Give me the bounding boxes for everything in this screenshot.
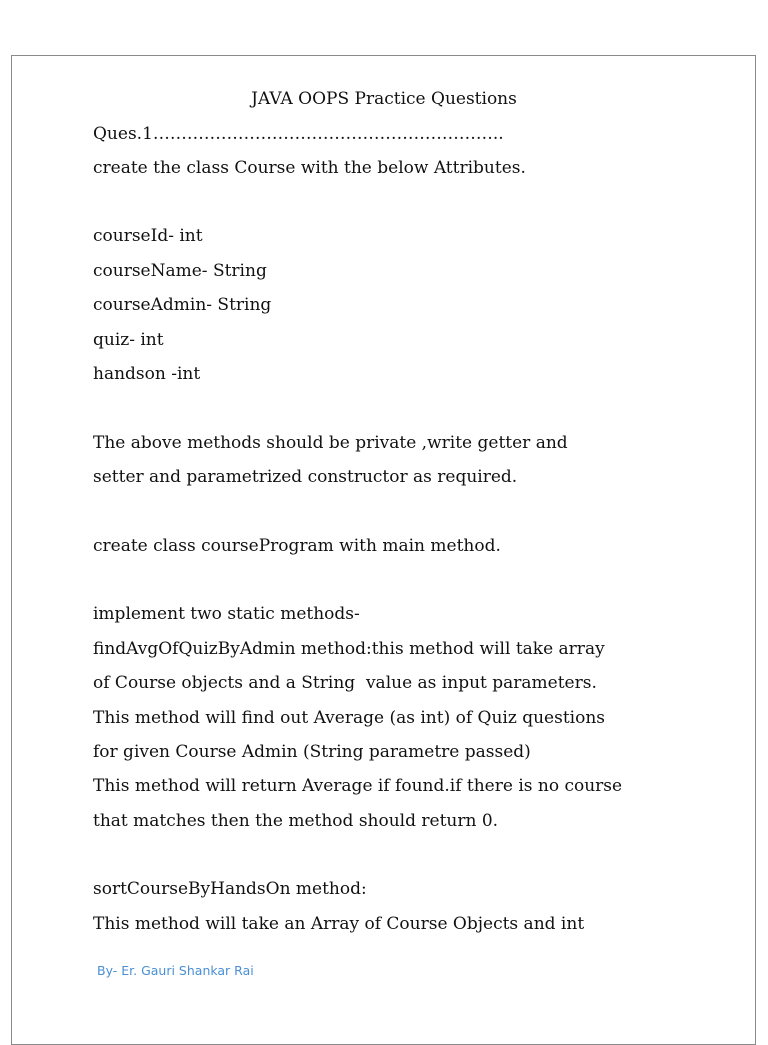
body-line: This method will return Average if found.if there is no course — [93, 776, 623, 796]
body-line: implement two static methods- — [93, 604, 360, 624]
body-line: findAvgOfQuizByAdmin method:this method will take array — [93, 639, 605, 659]
attribute-line: quiz- int — [93, 330, 164, 350]
body-line: of Course objects and a String value as input parameters. — [93, 673, 597, 693]
body-line: sortCourseByHandsOn method: — [93, 879, 367, 899]
body-line: that matches then the method should return 0. — [93, 811, 499, 831]
body-line: The above methods should be private ,write getter and — [93, 433, 568, 453]
attribute-line: courseId- int — [93, 226, 203, 246]
body-line: create class courseProgram with main method. — [93, 536, 501, 556]
attribute-line: handson -int — [93, 364, 201, 384]
document-title: JAVA OOPS Practice Questions — [251, 89, 517, 109]
body-line: This method will find out Average (as int) of Quiz questions — [93, 708, 606, 728]
body-line: for given Course Admin (String parametre passed) — [93, 742, 531, 762]
attribute-line: courseName- String — [93, 261, 267, 281]
question-heading: Ques.1…………………………………………………….. — [93, 124, 504, 144]
body-line: setter and parametrized constructor as required. — [93, 467, 518, 487]
attribute-line: courseAdmin- String — [93, 295, 272, 315]
body-line: This method will take an Array of Course Objects and int — [93, 914, 585, 934]
author-footer: By- Er. Gauri Shankar Rai — [97, 963, 254, 978]
body-line: create the class Course with the below Attributes. — [93, 158, 526, 178]
